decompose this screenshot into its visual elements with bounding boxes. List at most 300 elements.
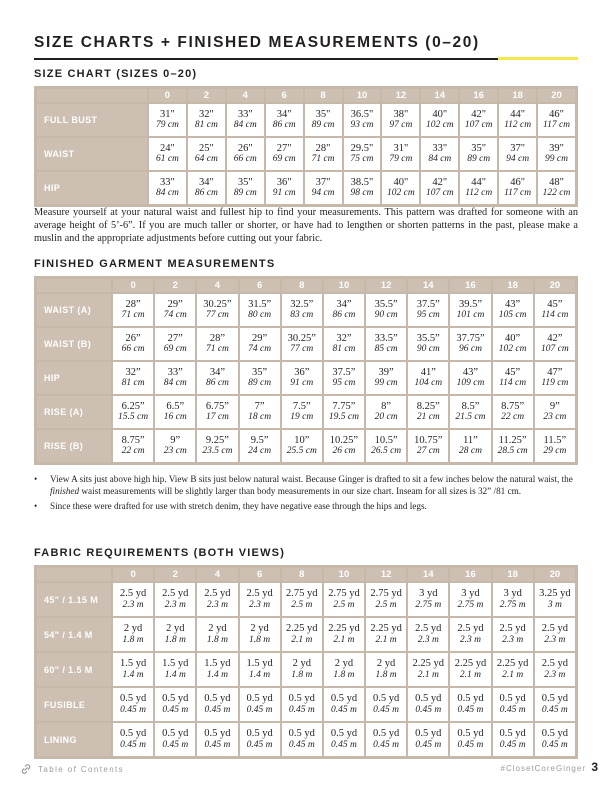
fabric-requirements-table: [34, 565, 578, 759]
table-cell: [493, 723, 533, 756]
table-cell: [188, 172, 225, 204]
cell-imperial: 10.25”: [329, 434, 359, 446]
cell-imperial: 37.5”: [332, 366, 356, 378]
cell-metric: 18 cm: [248, 412, 272, 422]
table-cell: [493, 362, 533, 394]
cell-imperial: 0.5 yd: [541, 728, 568, 739]
cell-metric: 75 cm: [350, 154, 374, 164]
cell-imperial: 28": [315, 142, 331, 154]
cell-imperial: 2.5 yd: [415, 623, 442, 634]
cell-metric: 2.75 m: [457, 599, 484, 610]
cell-imperial: 46": [549, 108, 564, 120]
size-header-6: 6: [240, 568, 280, 581]
table-cell: [535, 688, 575, 721]
table-cell: [113, 583, 153, 616]
cell-imperial: 8.25”: [416, 400, 440, 412]
table-cell: [240, 396, 280, 428]
cell-imperial: 0.5 yd: [457, 693, 484, 704]
table-cell: [240, 723, 280, 756]
cell-metric: 0.45 m: [246, 739, 273, 750]
cell-imperial: 42": [471, 108, 487, 120]
cell-imperial: 2 yd: [376, 658, 396, 669]
cell-imperial: 37": [315, 176, 331, 188]
cell-metric: 2.3 m: [122, 599, 144, 610]
cell-imperial: 0.5 yd: [246, 693, 273, 704]
cell-metric: 94 cm: [311, 188, 335, 198]
cell-metric: 64 cm: [194, 154, 218, 164]
table-cell: [450, 362, 490, 394]
cell-metric: 122 cm: [542, 188, 571, 198]
cell-metric: 28 cm: [458, 446, 482, 456]
size-header-18: 18: [493, 279, 533, 292]
cell-metric: 97 cm: [389, 120, 413, 130]
table-cell: [155, 723, 195, 756]
table-cell: [408, 723, 448, 756]
cell-metric: 91 cm: [290, 378, 314, 388]
cell-metric: 16 cm: [163, 412, 187, 422]
cell-metric: 0.45 m: [288, 739, 315, 750]
cell-imperial: 0.5 yd: [372, 728, 400, 739]
table-cell: [240, 618, 280, 651]
cell-imperial: 2.5 yd: [499, 623, 526, 634]
cell-metric: 94 cm: [506, 154, 530, 164]
table-cell: [535, 396, 575, 428]
row-label: 60" / 1.5 M: [37, 653, 111, 686]
cell-imperial: 32”: [336, 332, 352, 344]
cell-metric: 2.1 m: [459, 669, 482, 680]
cell-imperial: 47”: [547, 366, 563, 378]
cell-metric: 1.8 m: [333, 669, 355, 680]
table-cell: [344, 104, 381, 136]
cell-metric: 71 cm: [121, 310, 145, 320]
table-cell: [408, 396, 448, 428]
cell-metric: 119 cm: [541, 378, 569, 388]
table-cell: [408, 294, 448, 326]
cell-imperial: 42”: [547, 332, 563, 344]
cell-imperial: 27”: [167, 332, 183, 344]
table-cell: [408, 362, 448, 394]
finished-measurements-table: [34, 276, 578, 465]
cell-imperial: 41”: [420, 366, 436, 378]
table-cell: [324, 328, 364, 360]
cell-imperial: 33": [237, 108, 253, 120]
cell-metric: 21.5 cm: [455, 412, 486, 422]
cell-metric: 2.3 m: [206, 599, 228, 610]
size-header-16: 16: [450, 279, 490, 292]
cell-imperial: 35": [237, 176, 253, 188]
table-row: [37, 430, 575, 462]
cell-imperial: 6.25”: [121, 400, 145, 412]
table-row: [37, 294, 575, 326]
row-label: WAIST (B): [37, 328, 111, 360]
notes-list: [34, 474, 578, 517]
cell-imperial: 44": [471, 176, 487, 188]
cell-metric: 2.1 m: [333, 634, 355, 645]
cell-imperial: 29.5": [350, 142, 374, 154]
cell-imperial: 26”: [125, 332, 141, 344]
cell-metric: 81 cm: [194, 120, 218, 130]
cell-imperial: 31": [160, 108, 175, 120]
table-cell: [266, 104, 303, 136]
cell-metric: 2.1 m: [502, 669, 524, 680]
cell-imperial: 2.5 yd: [246, 588, 273, 599]
table-cell: [282, 653, 322, 686]
cell-imperial: 2.5 yd: [541, 658, 568, 669]
cell-imperial: 37": [510, 142, 525, 154]
table-cell: [282, 396, 322, 428]
cell-metric: 26 cm: [332, 446, 356, 456]
size-header-4: 4: [197, 279, 237, 292]
cell-imperial: 0.5 yd: [119, 728, 147, 739]
cell-metric: 86 cm: [194, 188, 218, 198]
cell-metric: 107 cm: [425, 188, 454, 198]
cell-metric: 27 cm: [416, 446, 440, 456]
title-rule: [34, 58, 578, 60]
table-cell: [324, 688, 364, 721]
footer-hashtag: #ClosetCoreGinger: [500, 764, 586, 773]
cell-metric: 66 cm: [121, 344, 145, 354]
table-cell: [460, 138, 497, 170]
cell-imperial: 35.5”: [374, 298, 398, 310]
size-header-10: 10: [324, 279, 364, 292]
cell-metric: 107 cm: [464, 120, 493, 130]
cell-metric: 2.3 m: [502, 634, 524, 645]
table-cell: [282, 294, 322, 326]
title-accent-bar: [498, 57, 578, 60]
table-row: [37, 688, 575, 721]
cell-imperial: 2 yd: [166, 623, 185, 634]
table-cell: [535, 583, 575, 616]
cell-metric: 0.45 m: [457, 739, 484, 750]
cell-metric: 0.45 m: [288, 704, 315, 715]
cell-imperial: 0.5 yd: [457, 728, 484, 739]
cell-metric: 89 cm: [467, 154, 491, 164]
table-cell: [382, 138, 419, 170]
size-header-0: 0: [113, 279, 153, 292]
note-text: waist measurements will be slightly larger than body measurements in our size chart. Inseam for all sizes is 32” /81 cm.: [79, 485, 522, 496]
cell-imperial: 1.5 yd: [246, 658, 273, 669]
cell-imperial: 33.5”: [374, 332, 398, 344]
table-cell: [324, 396, 364, 428]
size-header-20: 20: [538, 89, 575, 102]
table-cell: [240, 294, 280, 326]
cell-metric: 23 cm: [163, 446, 187, 456]
size-header-18: 18: [499, 89, 536, 102]
cell-imperial: 7.75”: [332, 400, 356, 412]
cell-metric: 2.3 m: [459, 634, 482, 645]
row-label: WAIST (A): [37, 294, 111, 326]
table-cell: [366, 583, 406, 616]
cell-metric: 80 cm: [248, 310, 272, 320]
cell-metric: 112 cm: [504, 120, 532, 130]
cell-imperial: 38": [393, 108, 409, 120]
table-of-contents-label: Table of Contents: [38, 764, 125, 774]
cell-metric: 2.1 m: [291, 634, 313, 645]
size-header-6: 6: [240, 279, 280, 292]
row-label: LINING: [37, 723, 111, 756]
table-row: [37, 362, 575, 394]
cell-imperial: 0.5 yd: [415, 728, 442, 739]
cell-imperial: 26": [237, 142, 253, 154]
table-cell: [450, 618, 490, 651]
table-row: [37, 618, 575, 651]
cell-metric: 101 cm: [456, 310, 485, 320]
cell-imperial: 34": [198, 176, 214, 188]
cell-metric: 66 cm: [233, 154, 257, 164]
cell-metric: 91 cm: [272, 188, 296, 198]
cell-metric: 86 cm: [272, 120, 296, 130]
table-cell: [450, 430, 490, 462]
list-item: [34, 501, 578, 513]
cell-metric: 0.45 m: [331, 739, 357, 750]
table-cell: [366, 362, 406, 394]
cell-metric: 20 cm: [374, 412, 398, 422]
table-cell: [155, 653, 195, 686]
table-cell: [366, 653, 406, 686]
cell-imperial: 33": [160, 176, 175, 188]
table-cell: [188, 104, 225, 136]
cell-imperial: 11.25”: [498, 434, 527, 446]
size-header-0: 0: [113, 568, 153, 581]
size-header-4: 4: [227, 89, 264, 102]
cell-metric: 2.5 m: [375, 599, 397, 610]
size-header-4: 4: [197, 568, 237, 581]
cell-imperial: 2.5 yd: [119, 588, 147, 599]
cell-imperial: 7”: [254, 400, 265, 412]
table-cell: [113, 362, 153, 394]
cell-imperial: 35”: [252, 366, 268, 378]
cell-imperial: 2.5 yd: [162, 588, 189, 599]
table-cell: [324, 618, 364, 651]
note-text: Since these were drafted for use with stretch denim, they have negative ease through the hips and legs.: [50, 501, 427, 511]
table-cell: [197, 723, 237, 756]
table-cell: [282, 328, 322, 360]
table-cell: [499, 172, 536, 204]
cell-imperial: 1.5 yd: [119, 658, 147, 669]
table-cell: [460, 172, 497, 204]
cell-metric: 74 cm: [248, 344, 272, 354]
cell-metric: 95 cm: [332, 378, 356, 388]
cell-metric: 86 cm: [332, 310, 356, 320]
table-cell: [344, 138, 381, 170]
table-cell: [450, 294, 490, 326]
note-emphasis: finished: [50, 485, 80, 496]
cell-metric: 86 cm: [205, 378, 229, 388]
table-cell: [366, 618, 406, 651]
table-cell: [227, 138, 264, 170]
table-cell: [450, 583, 490, 616]
cell-imperial: 2.5 yd: [204, 588, 231, 599]
table-cell: [535, 653, 575, 686]
cell-metric: 22 cm: [121, 446, 145, 456]
table-cell: [155, 328, 195, 360]
cell-metric: 2.75 m: [499, 599, 526, 610]
table-cell: [408, 618, 448, 651]
cell-metric: 96 cm: [458, 344, 482, 354]
table-cell: [240, 653, 280, 686]
cell-metric: 2.3 m: [164, 599, 186, 610]
cell-metric: 84 cm: [155, 188, 179, 198]
cell-metric: 23 cm: [543, 412, 567, 422]
size-header-12: 12: [382, 89, 419, 102]
cell-imperial: 0.5 yd: [204, 728, 231, 739]
page-title: SIZE CHARTS + FINISHED MEASUREMENTS (0–20): [34, 34, 480, 51]
cell-imperial: 3.25 yd: [539, 588, 571, 599]
cell-metric: 1.4 m: [249, 669, 271, 680]
table-cell: [493, 328, 533, 360]
table-cell: [408, 583, 448, 616]
cell-imperial: 37.5”: [416, 298, 440, 310]
cell-imperial: 29”: [252, 332, 268, 344]
table-cell: [324, 583, 364, 616]
cell-metric: 15.5 cm: [118, 412, 149, 422]
cell-metric: 1.4 m: [206, 669, 228, 680]
cell-metric: 1.8 m: [164, 634, 186, 645]
table-cell: [240, 688, 280, 721]
table-cell: [493, 396, 533, 428]
table-cell: [197, 653, 237, 686]
cell-imperial: 2.75 yd: [370, 588, 402, 599]
table-cell: [366, 430, 406, 462]
cell-imperial: 3 yd: [503, 588, 522, 599]
cell-imperial: 7.5”: [292, 400, 311, 412]
table-cell: [535, 328, 575, 360]
cell-imperial: 24": [160, 142, 175, 154]
cell-metric: 95 cm: [416, 310, 440, 320]
table-cell: [499, 104, 536, 136]
size-header-20: 20: [535, 279, 575, 292]
cell-metric: 22 cm: [501, 412, 525, 422]
cell-imperial: 0.5 yd: [330, 728, 358, 739]
cell-metric: 102 cm: [387, 188, 415, 198]
table-cell: [305, 104, 342, 136]
size-header-16: 16: [450, 568, 490, 581]
cell-imperial: 0.5 yd: [162, 693, 189, 704]
table-cell: [197, 583, 237, 616]
cell-metric: 89 cm: [233, 188, 257, 198]
cell-metric: 84 cm: [428, 154, 452, 164]
cell-imperial: 45”: [505, 366, 521, 378]
cell-metric: 79 cm: [389, 154, 413, 164]
cell-imperial: 0.5 yd: [162, 728, 189, 739]
table-cell: [538, 104, 575, 136]
cell-metric: 1.8 m: [206, 634, 228, 645]
cell-metric: 69 cm: [163, 344, 187, 354]
cell-metric: 93 cm: [350, 120, 374, 130]
cell-imperial: 35": [315, 108, 331, 120]
table-cell: [240, 328, 280, 360]
finished-measurements-heading: FINISHED GARMENT MEASUREMENTS: [34, 258, 276, 270]
size-header-8: 8: [282, 279, 322, 292]
table-cell: [382, 172, 419, 204]
row-label: 45" / 1.15 M: [37, 583, 111, 616]
cell-imperial: 1.5 yd: [204, 658, 231, 669]
table-cell: [382, 104, 419, 136]
cell-imperial: 33": [432, 142, 448, 154]
table-cell: [155, 430, 195, 462]
table-row: [37, 653, 575, 686]
cell-imperial: 10.5”: [374, 434, 398, 446]
cell-imperial: 2.5 yd: [457, 623, 484, 634]
cell-imperial: 30.25”: [203, 298, 232, 310]
cell-metric: 114 cm: [499, 378, 527, 388]
cell-imperial: 2.25 yd: [328, 623, 360, 634]
row-label: WAIST: [37, 138, 147, 170]
cell-imperial: 3 yd: [461, 588, 480, 599]
cell-metric: 25.5 cm: [286, 446, 317, 456]
cell-metric: 0.45 m: [415, 704, 442, 715]
cell-metric: 0.45 m: [373, 704, 400, 715]
cell-imperial: 33”: [167, 366, 183, 378]
cell-imperial: 8.75”: [121, 434, 145, 446]
cell-metric: 85 cm: [374, 344, 398, 354]
table-cell: [197, 396, 237, 428]
cell-metric: 19.5 cm: [328, 412, 359, 422]
table-cell: [113, 328, 153, 360]
cell-imperial: 32.5”: [290, 298, 314, 310]
cell-metric: 0.45 m: [120, 704, 147, 715]
table-of-contents-link[interactable]: [20, 764, 124, 774]
table-row: [37, 172, 575, 204]
cell-imperial: 6.5”: [166, 400, 185, 412]
size-header-14: 14: [408, 279, 448, 292]
header-corner: [37, 89, 147, 102]
cell-imperial: 42": [432, 176, 448, 188]
size-header-2: 2: [155, 279, 195, 292]
table-cell: [493, 688, 533, 721]
table-cell: [282, 723, 322, 756]
cell-metric: 2.1 m: [417, 669, 439, 680]
table-cell: [493, 294, 533, 326]
table-cell: [493, 430, 533, 462]
cell-imperial: 39”: [378, 366, 394, 378]
table-cell: [324, 723, 364, 756]
cell-metric: 105 cm: [498, 310, 527, 320]
cell-imperial: 32”: [125, 366, 141, 378]
cell-metric: 114 cm: [541, 310, 569, 320]
link-icon: [20, 764, 32, 774]
cell-metric: 81 cm: [121, 378, 145, 388]
table-cell: [266, 172, 303, 204]
table-cell: [113, 653, 153, 686]
cell-metric: 2.3 m: [544, 669, 566, 680]
note-text: View A sits just above high hip. View B sits just below natural waist. Because Ginger is drafted to sit a few inches below the natural waist, the: [50, 474, 573, 484]
size-header-2: 2: [155, 568, 195, 581]
cell-metric: 24 cm: [248, 446, 272, 456]
cell-imperial: 9”: [170, 434, 181, 446]
table-cell: [155, 396, 195, 428]
header-corner: [37, 279, 111, 292]
cell-imperial: 2.25 yd: [286, 623, 318, 634]
size-header-2: 2: [188, 89, 225, 102]
table-cell: [366, 723, 406, 756]
table-cell: [493, 653, 533, 686]
table-cell: [408, 653, 448, 686]
cell-metric: 77 cm: [290, 344, 314, 354]
cell-metric: 71 cm: [205, 344, 229, 354]
cell-imperial: 36”: [294, 366, 310, 378]
cell-imperial: 31.5”: [248, 298, 272, 310]
cell-metric: 109 cm: [456, 378, 485, 388]
cell-imperial: 1.5 yd: [162, 658, 189, 669]
size-chart-note: Measure yourself at your natural waist and fullest hip to find your measurements. This pattern was drafted for someone with an average height of 5’-6”. If you are much taller or shorter, or have had to lengthen or shorten patterns in the past, please make a muslin and the appropriate adjustments before cutting out your fabric.: [34, 207, 578, 244]
size-header-20: 20: [535, 568, 575, 581]
table-cell: [450, 688, 490, 721]
table-cell: [155, 583, 195, 616]
cell-imperial: 46": [510, 176, 525, 188]
row-label: RISE (B): [37, 430, 111, 462]
cell-metric: 84 cm: [163, 378, 187, 388]
